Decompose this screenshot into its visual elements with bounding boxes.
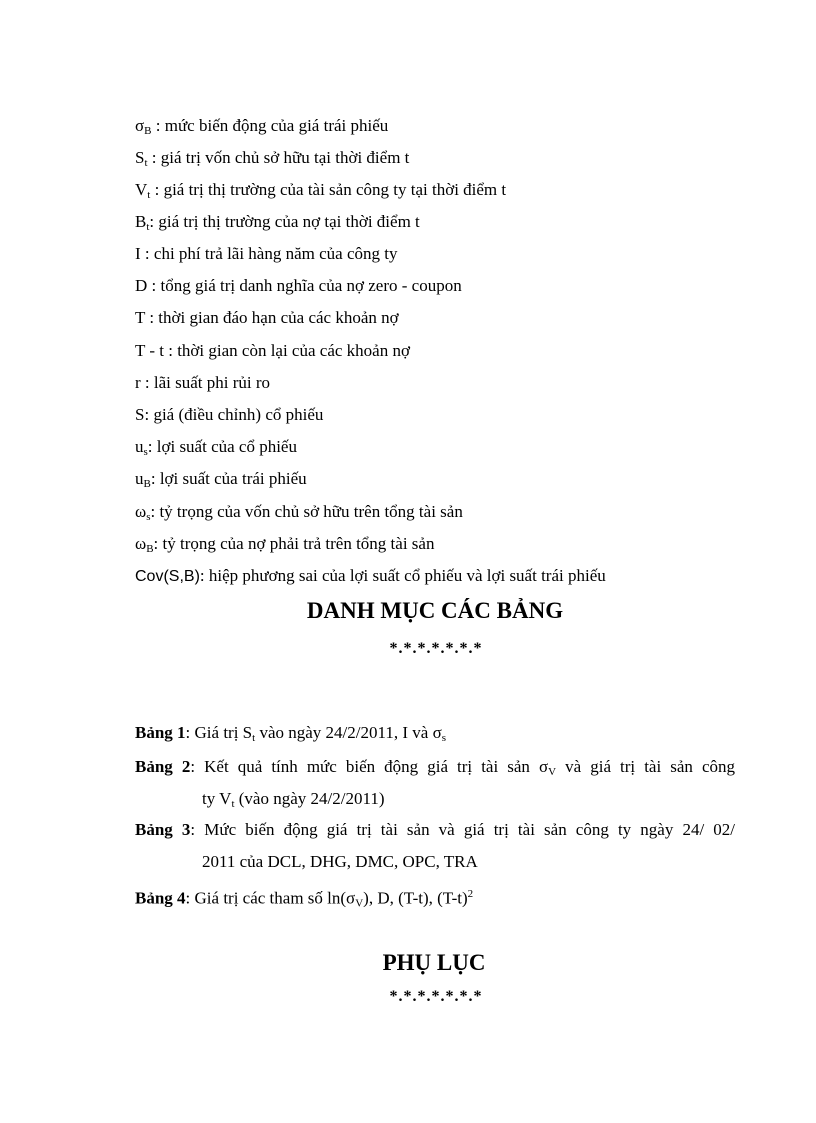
definition-omega-b: $\omega_B$: tỷ trọng của nợ phải trả trên tổng tài sản — [135, 534, 435, 555]
definition-u-s: $u_s$: lợi suất của cổ phiếu — [135, 437, 297, 458]
section-title-appendix: PHỤ LỤC — [382, 950, 486, 975]
table-entry-2: Bảng 2: Kết quả tính mức biến động giá trị tài sản $\sigma_V$ và giá trị tài sản công ty $V_t$ (vào ngày 24/2/2011) — [135, 757, 735, 810]
definition-r: r : lãi suất phi rủi ro — [135, 373, 271, 392]
section-stars-appendix: *.*.*.*.*.*.* — [389, 988, 483, 1005]
definition-s-t: $S_t$ : giá trị vốn chủ sở hữu tại thời điểm t — [135, 148, 410, 169]
definition-sigma-b: $\sigma_B$ : mức biến động của giá trái phiếu — [135, 116, 389, 137]
section-stars-tables: *.*.*.*.*.*.* — [389, 640, 483, 657]
definition-v-t: $V_t$ : giá trị thị trường của tài sản công ty tại thời điểm t — [135, 180, 507, 201]
definition-d: D : tổng giá trị danh nghĩa của nợ zero - coupon — [135, 276, 462, 295]
definition-cov: Cov(S,B): hiệp phương sai của lợi suất cổ phiếu và lợi suất trái phiếu — [135, 566, 606, 585]
table-entry-4: Bảng 4: Giá trị các tham số $\ln(\sigma_V)$, D, (T-t), $(T-t)^2$ — [135, 888, 474, 910]
table-entry-3: Bảng 3: Mức biến động giá trị tài sản và giá trị tài sản công ty ngày 24/ 02/ 2011 của DCL, DHG, DMC, OPC, TRA — [135, 820, 735, 871]
definition-t: T : thời gian đáo hạn của các khoản nợ — [135, 308, 399, 327]
definition-t-minus-t: T - t : thời gian còn lại của các khoản nợ — [135, 341, 410, 360]
definition-s: S: giá (điều chỉnh) cổ phiếu — [135, 405, 324, 424]
table-entry-1: Bảng 1: Giá trị $S_t$ vào ngày 24/2/2011, I và $\sigma_s$ — [135, 723, 447, 744]
definition-omega-s: $\omega_s$: tỷ trọng của vốn chủ sở hữu trên tổng tài sản — [135, 502, 463, 523]
definition-u-b: $u_B$: lợi suất của trái phiếu — [135, 469, 307, 490]
definition-i: I : chi phí trả lãi hàng năm của công ty — [135, 244, 398, 263]
section-title-tables: DANH MỤC CÁC BẢNG — [306, 598, 564, 623]
definition-b-t: $B_t$: giá trị thị trường của nợ tại thời điểm t — [135, 212, 420, 233]
